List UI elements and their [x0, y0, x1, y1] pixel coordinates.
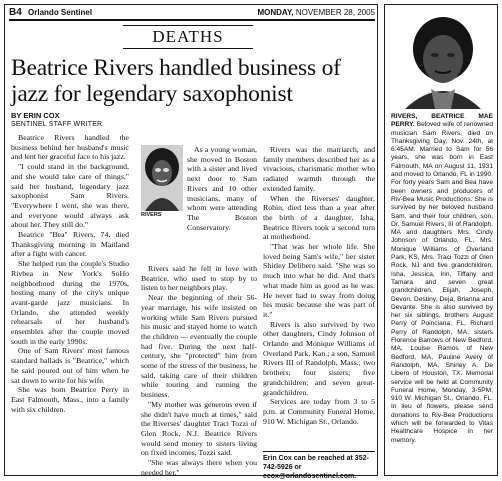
byline — [11, 111, 121, 129]
paragraph: "I could stand in the background, and she would take care of things," said her husband, legendary jazz saxophonist Sam Rivers. "Everywhere I went, she was there, and everyone would always ask about her. They still do." — [11, 162, 129, 230]
newspaper-name: Orlando Sentinel — [28, 8, 93, 17]
byline-role: SENTINEL STAFF WRITER — [11, 121, 103, 128]
section-title: DEATHS — [123, 25, 253, 49]
issue-date — [257, 8, 375, 17]
paragraph: Beatrice Rivers handled the business behind her husband's music and lent her graceful face to his jazz. — [11, 133, 129, 162]
obituary-text — [391, 113, 493, 445]
paragraph: When the Riverses' daughter, Robin, died less than a year after the birth of a daughter, Isha, Beatrice Rivers took a second turn at motherhood. — [263, 193, 375, 242]
obituary-photo-image — [391, 11, 493, 109]
headline: Beatrice Rivers handled business of jazz for legendary saxophonist — [11, 55, 341, 107]
folio-line — [9, 7, 375, 19]
obituary-body: Beloved wife of renowned musician Sam Rivers, died on Thanksgiving Day, Nov. 24th, at 6:45AM. Married to Sam for 56 years, she was born in East Falmouth, MA on August 11, 1931 and moved to Orlando, FL in 1990. For forty years Sam and Bea have been owners and producers of Riv-Bea Music Productions. She is survived by her beloved husband Sam, and their four children, son, Dr. Samuel Rivers, III of Randolph, MA and daughters Mrs. Cindy Johnson of Orlando, FL, Mrs. Monique Williams of Overland Park, KS, Mrs. Traci Tozzi of Glen Rock, NJ and five grandchildren, Isha, Jessica, Irin, Tiffany and Tamara and seven great grandchildren, Elijah, Joseph, Devon, Destiny, Deja, Brianna and Devante. She is also survived by her six siblings, brothers August Perry of Poinciana, FL, Richard Perry of Randolph, MA, sisters Florence Barrows of New Bedford, MA, Louise Ramos of New Bedford, MA, Pauline Avery of Randolph, MA, Shirley A. De Libero of Houston, TX. Memorial service will be held at Community Funeral Home, Monday, 3-5PM, 910 W. Michigan St., Orlando, FL. In lieu of flowers, please send donations to Riv-Bea Productions which will be forwarded to Vitas Healthcare Hospice in her memory. — [391, 121, 493, 444]
paragraph: She was born Beatrice Perry in East Falmouth, Mass., into a family with six children. — [11, 385, 129, 414]
paragraph: As a young woman, she moved to Boston with a sister and lived next door to Sam Rivers and 10 other musicians, many of whom were attending The Boston Conservatory. — [187, 145, 257, 232]
article-column-2-top — [187, 145, 257, 232]
paragraph: Rivers was the matriarch, and family members described her as a vivacious, charismatic mother who radiated warmth through the extended family. — [263, 145, 375, 193]
paid-obituary — [384, 4, 498, 476]
issue-date-text: NOVEMBER 28, 2005 — [295, 8, 375, 17]
obituary-photo — [391, 11, 493, 109]
reporter-contact: Erin Cox can be reached at 352-742-5926 or ecox@orlandosentinel.com. — [263, 451, 375, 481]
folio-rule — [9, 19, 375, 21]
issue-day: MONDAY, — [257, 8, 294, 17]
paragraph: One of Sam Rivers' most famous standard ballads is "Beatrice," which he said poured out of him when he sat down to write for his wife. — [11, 346, 129, 385]
paragraph: She helped run the couple's Studio Rivbea in New York's SoHo neighborhood during the 1970s, hosting many of the city's unique avant-garde jazz musicians. In Orlando, she attended weekly rehearsals of her husband's ensembles after the couple moved south in the early 1990s. — [11, 259, 129, 346]
portrait-photo-image — [141, 145, 183, 211]
paragraph: "My mother was generous even if she didn't have much at times," said the Riverses' daughter Traci Tozzi of Glen Rock, N.J. Beatrice Rivers would send money to sisters living on fixed incomes, Tozzi said. — [141, 399, 257, 458]
paragraph: Services are today from 3 to 5 p.m. at Community Funeral Home, 910 W. Michigan St., Orlando. — [263, 397, 375, 426]
article-column-3 — [263, 145, 375, 426]
paragraph: "She was always there when you needed her." — [141, 458, 257, 477]
portrait-photo — [141, 145, 183, 211]
article-column-2 — [141, 264, 257, 477]
paragraph: Rivers is also survived by two other daughters, Cindy Johnson of Orlando and Monique Williams of Overland Park, Kan.; a son, Samuel Rivers III of Randolph, Mass.; two brothers; four sisters; five grandchildren; and seven great-grandchildren. — [263, 319, 375, 397]
paragraph: Near the beginning of their 56-year marriage, his wife insisted on working while Sam Rivers pursued his music and stayed home to watch the children — eventually the couple had five. During the next half-century, she "protected" him from some of the stress of the business, he said, taking care of their children while touring and running the business. — [141, 293, 257, 400]
paragraph: "That was her whole life. She loved being Sam's wife," her sister Shirley Delibero said. "She was so much into what he did. And that's what made him as good as he was. He never had to sway from doing his music because she was part of it." — [263, 242, 375, 319]
paragraph: Rivers said he fell in love with Beatrice, who used to stop by to listen to her neighbors play. — [141, 264, 257, 293]
byline-name: BY ERIN COX — [11, 111, 60, 120]
paragraph: Beatrice "Bea" Rivers, 74, died Thanksgiving morning in Maitland after a fight with cancer. — [11, 230, 129, 259]
article-column-1 — [11, 133, 129, 414]
page-number: B4 — [9, 7, 22, 18]
photo-caption: RIVERS — [141, 212, 162, 218]
obituary-name: RIVERS, BEATRICE MAE PERRY. — [391, 113, 493, 129]
news-article — [4, 4, 378, 480]
